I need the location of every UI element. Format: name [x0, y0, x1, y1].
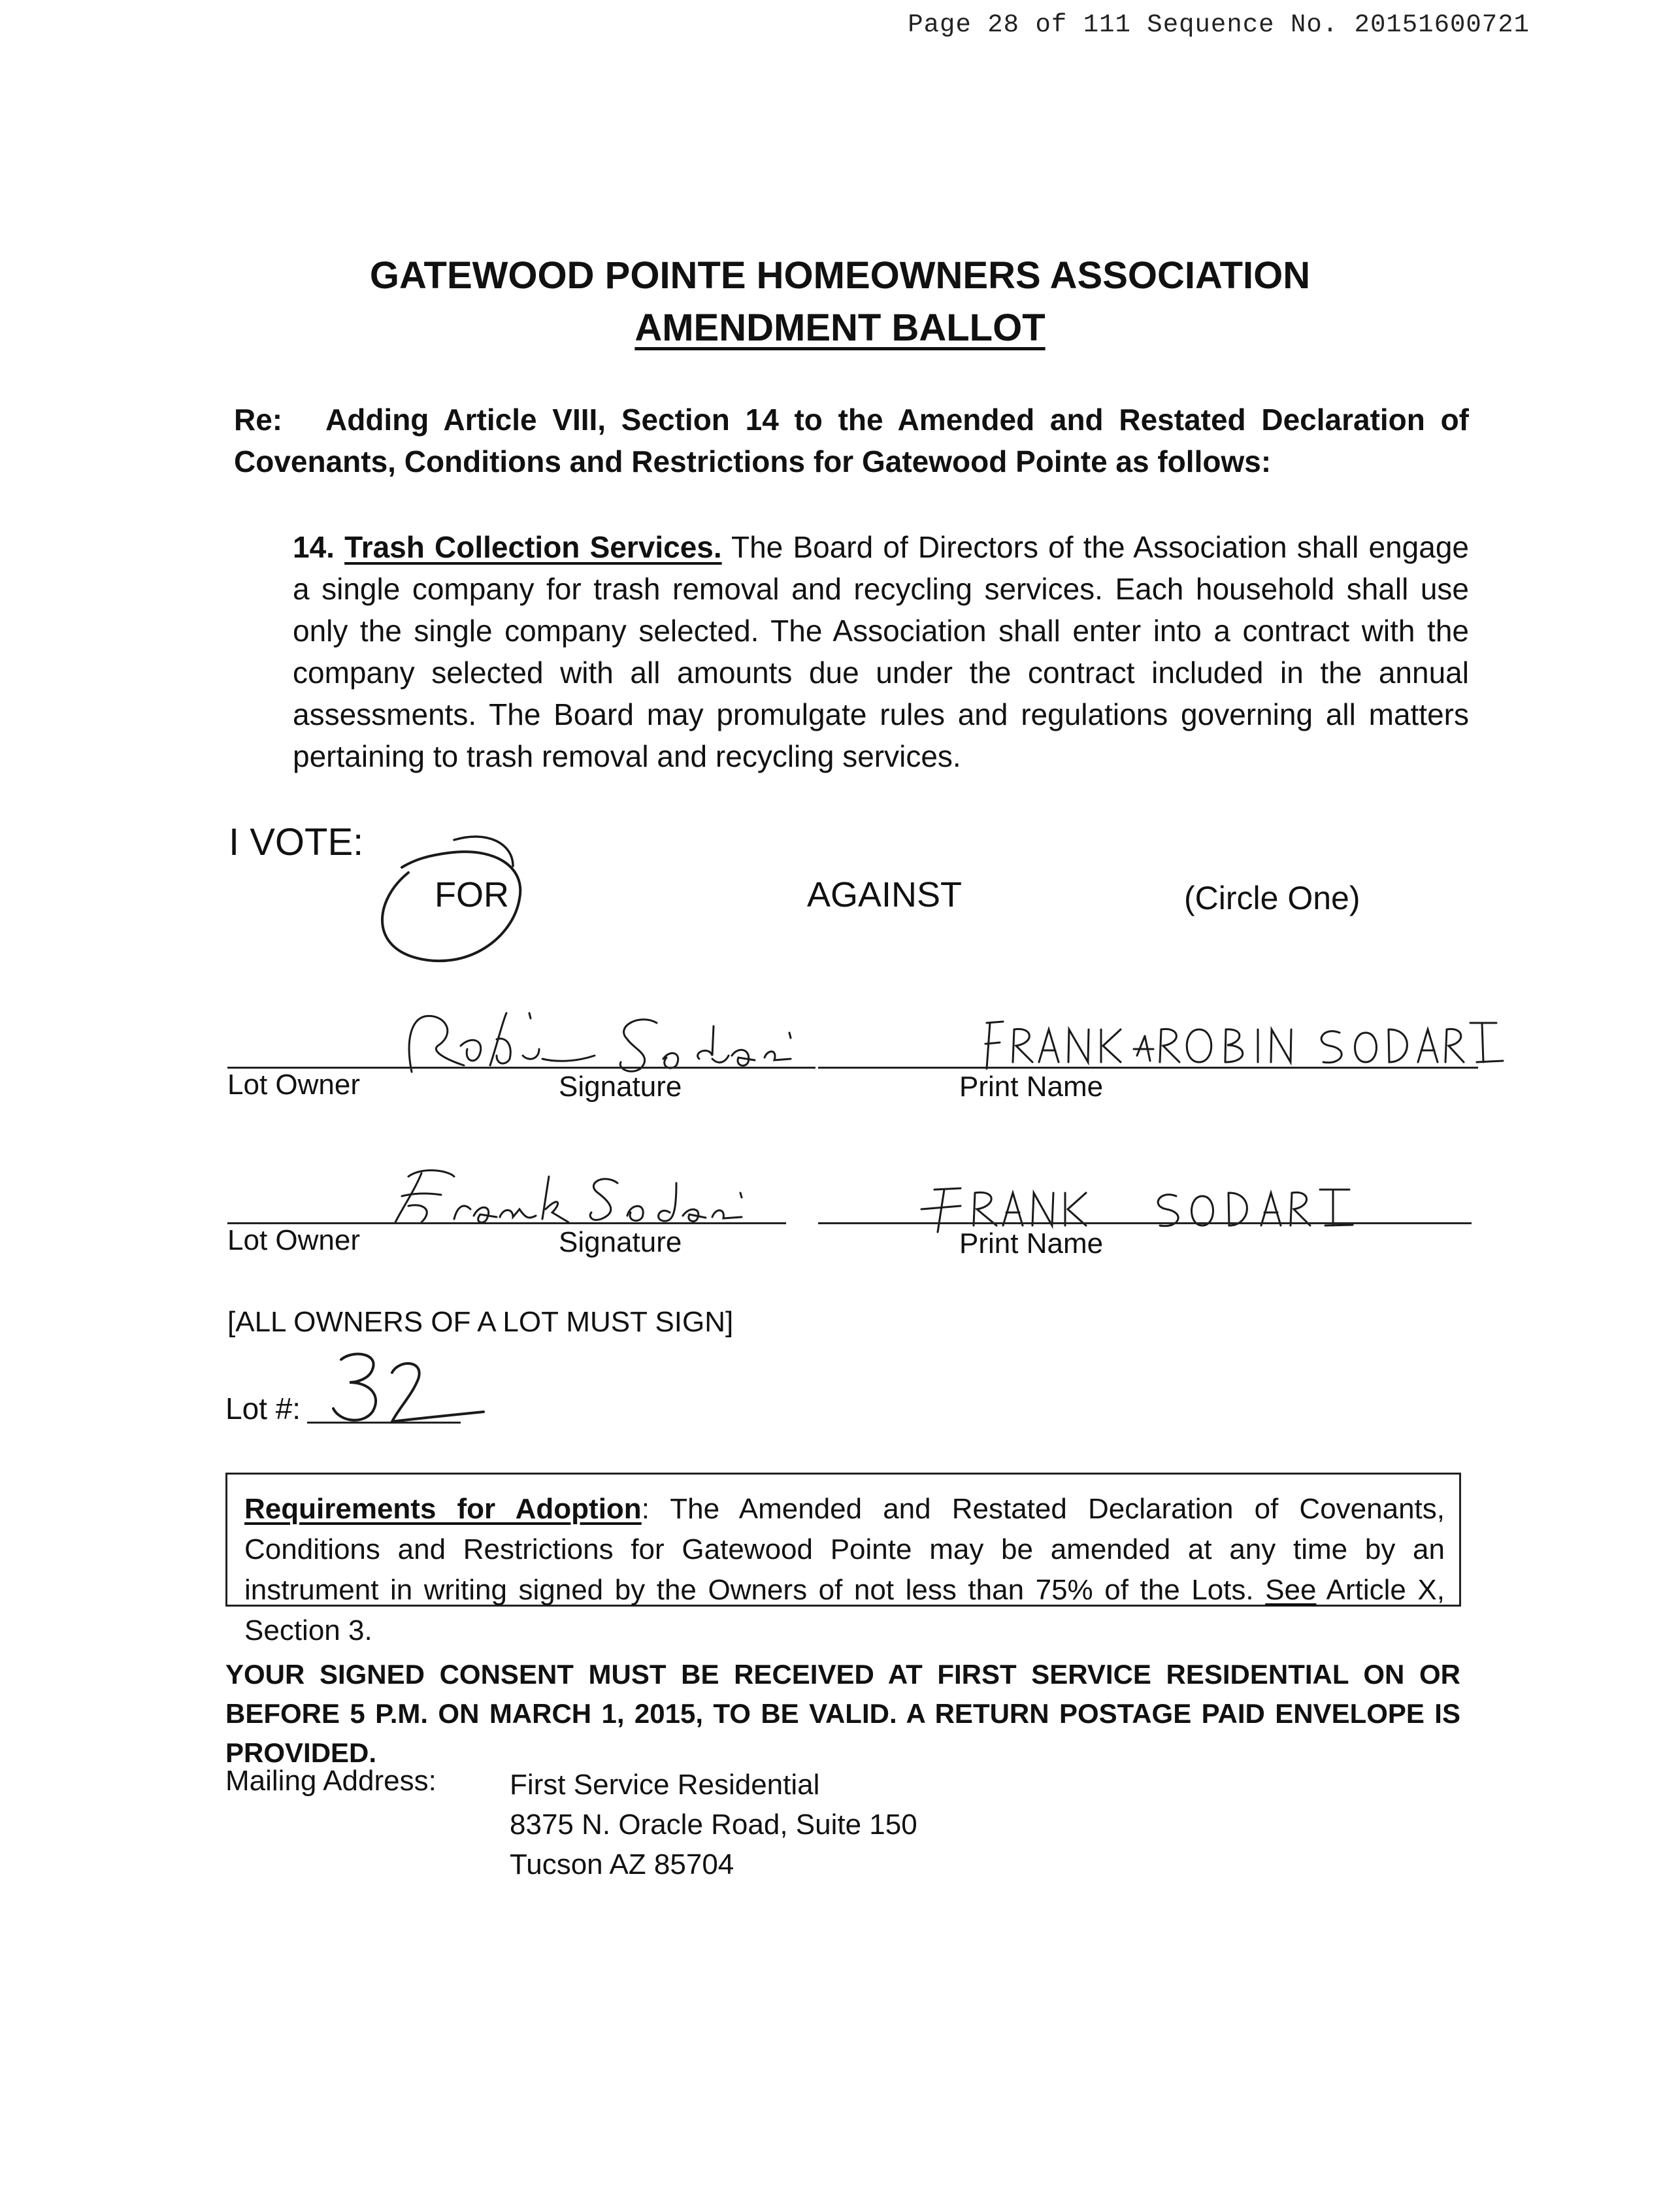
section-heading: Trash Collection Services.: [344, 530, 722, 564]
owner-1-role-label: Lot Owner: [227, 1069, 360, 1101]
owner-2-role-label: Lot Owner: [227, 1224, 360, 1256]
owner-2-print-label: Print Name: [959, 1227, 1104, 1260]
owner-1-print-label: Print Name: [959, 1071, 1104, 1103]
section-number: 14.: [293, 530, 335, 564]
requirements-see: See: [1265, 1574, 1317, 1606]
lot-number-label: Lot #:: [225, 1392, 301, 1426]
owner-2-print-line: [818, 1222, 1472, 1224]
requirements-box: [225, 1473, 1461, 1646]
mailing-address-line: 8375 N. Oracle Road, Suite 150: [510, 1809, 917, 1841]
requirements-text: The Amended and Restated Declaration of Covenants, Conditions and Restrictions for Gatewood Pointe may be amended at any time by an instrument in writing signed by the Owners of not less than 75% of the Lots.: [244, 1493, 1445, 1606]
owner-1-print-name-handwriting: [974, 1003, 1516, 1075]
ballot-title: AMENDMENT BALLOT: [634, 307, 1046, 349]
owner-1-print-line: [818, 1067, 1478, 1069]
mailing-address-line: Tucson AZ 85704: [510, 1848, 734, 1880]
owner-2-signature-label: Signature: [559, 1226, 682, 1258]
requirements-heading: Requirements for Adoption: [244, 1493, 642, 1525]
all-owners-note: [ALL OWNERS OF A LOT MUST SIGN]: [227, 1306, 734, 1338]
association-title: GATEWOOD POINTE HOMEOWNERS ASSOCIATION: [369, 254, 1311, 297]
re-label: Re:: [234, 403, 283, 437]
owner-1-signature-label: Signature: [559, 1071, 682, 1103]
section-body: The Board of Directors of the Association shall engage a single company for trash removal and recycling services. Each household shall use only the single company selected. The Association shall enter into a contract with the company selected with all amounts due under the contract included in the annual assessments. The Board may promulgate rules and regulations governing all matters pertaining to trash removal and recycling services.: [293, 530, 1469, 773]
vote-option-against[interactable]: AGAINST: [807, 875, 963, 914]
vote-label: I VOTE:: [229, 821, 364, 863]
mailing-address-line: First Service Residential: [510, 1769, 820, 1801]
re-text: Adding Article VIII, Section 14 to the Amended and Restated Declaration of Covenants, Conditions and Restrictions for Gatewood Pointe as follows:: [234, 403, 1469, 478]
lot-number-handwriting: [327, 1346, 497, 1431]
vote-instruction: (Circle One): [1184, 880, 1360, 916]
requirements-colon: :: [641, 1493, 650, 1525]
section-14-paragraph: [293, 526, 1469, 777]
requirements-reference: Article X, Section 3.: [244, 1574, 1445, 1646]
mailing-address: [510, 1765, 917, 1884]
re-subject: [234, 399, 1469, 482]
page-sequence-header: Page 28 of 111 Sequence No. 20151600721: [908, 10, 1530, 39]
consent-notice: YOUR SIGNED CONSENT MUST BE RECEIVED AT FIRST SERVICE RESIDENTIAL ON OR BEFORE 5 P.M. ON MARCH 1, 2015, TO BE VALID. A RETURN POSTAGE PAID ENVELOPE IS PROVIDED.: [225, 1659, 1460, 1768]
vote-option-for[interactable]: FOR: [435, 875, 509, 914]
owner-2-print-name-handwriting: [915, 1170, 1366, 1235]
mailing-address-label: Mailing Address:: [225, 1765, 436, 1797]
